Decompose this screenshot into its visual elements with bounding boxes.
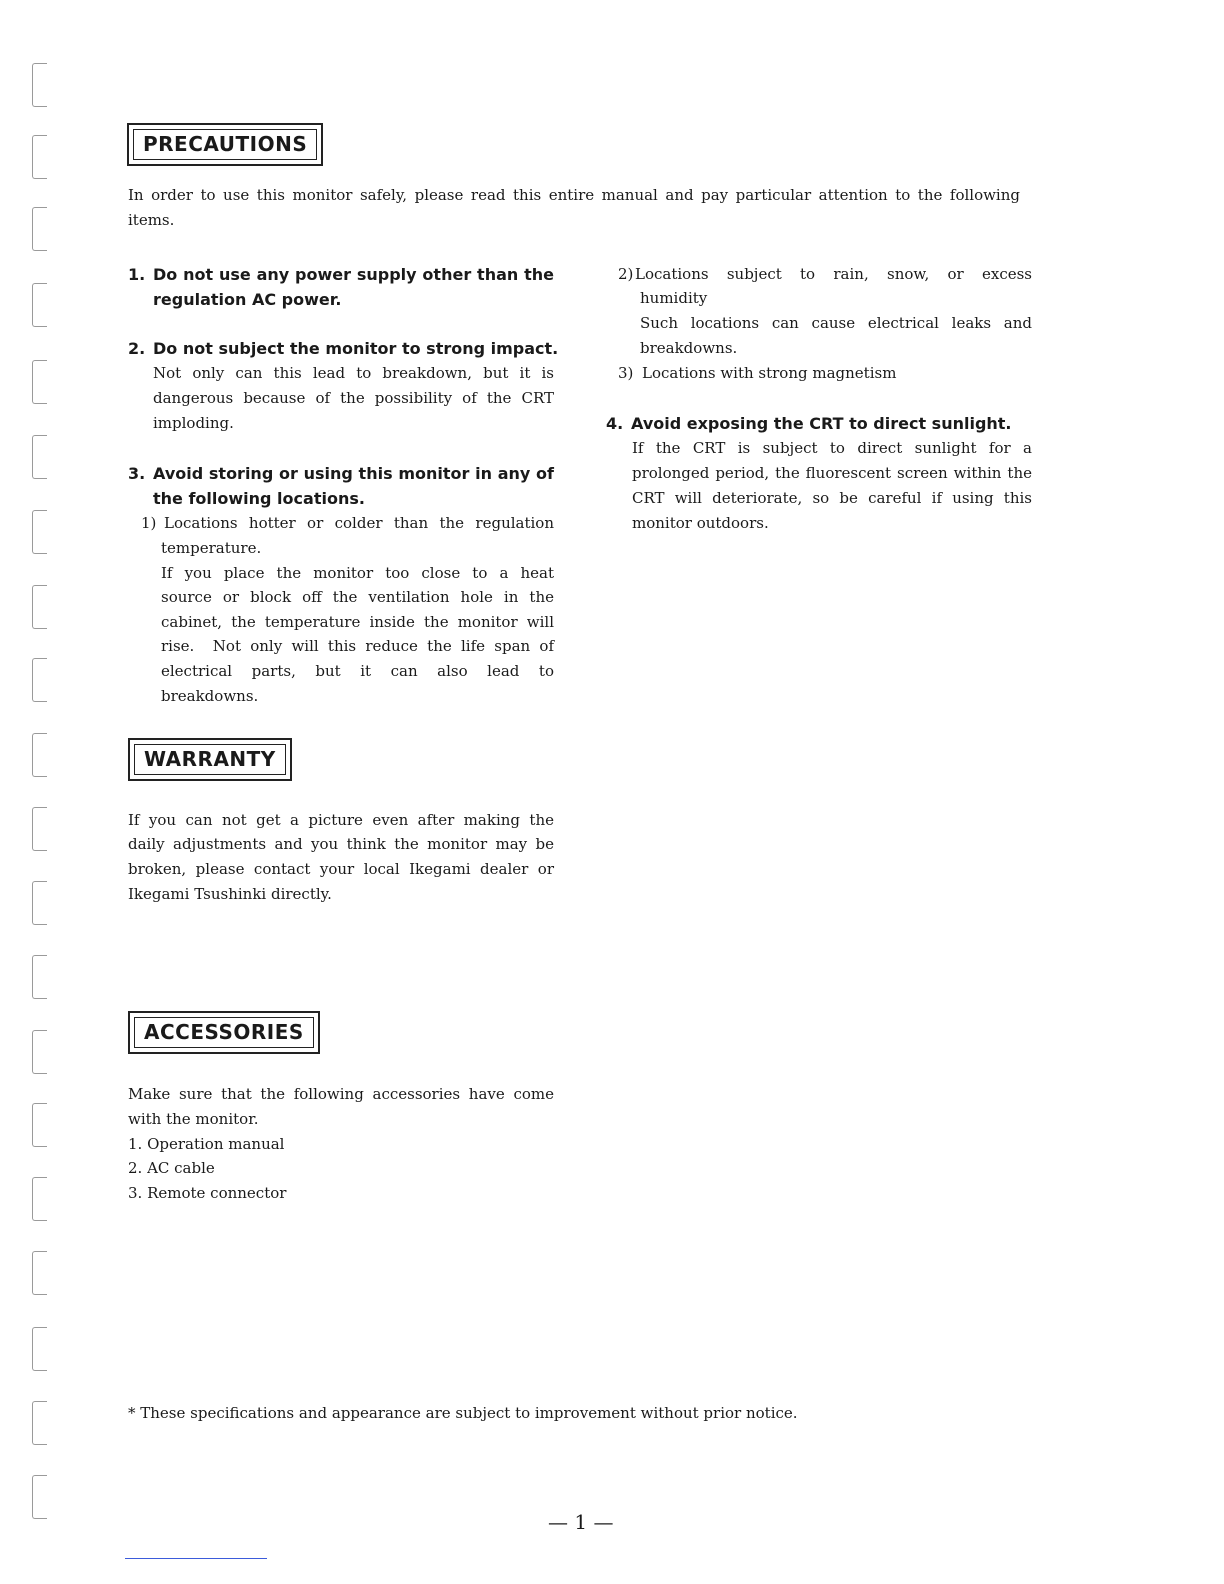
accessories-heading-box bbox=[128, 1011, 320, 1054]
binding-hole bbox=[32, 360, 47, 404]
warranty-body-line4: Ikegami Tsushinki directly. bbox=[128, 885, 332, 903]
warranty-body-line3: broken, please contact your local Ikegami dealer or bbox=[128, 860, 554, 878]
item4-body-line4: monitor outdoors. bbox=[632, 514, 769, 532]
warranty-body-line2: daily adjustments and you think the monitor may be bbox=[128, 835, 554, 853]
bottom-rule bbox=[125, 1558, 267, 1559]
binding-hole bbox=[32, 1177, 47, 1221]
binding-hole bbox=[32, 207, 47, 251]
item3-sub1-body-line2: source or block off the ventilation hole in the bbox=[161, 588, 554, 606]
binding-hole bbox=[32, 63, 47, 107]
binding-hole bbox=[32, 435, 47, 479]
item3-sub1-title-line2: temperature. bbox=[161, 539, 262, 557]
binding-hole bbox=[32, 1030, 47, 1074]
precautions-intro-line1: In order to use this monitor safely, please read this entire manual and pay particular attention to the following bbox=[128, 186, 1020, 204]
binding-holes bbox=[28, 55, 56, 1535]
item2-title: Do not subject the monitor to strong impact. bbox=[153, 339, 559, 358]
item3-title-line1: Avoid storing or using this monitor in any of bbox=[153, 464, 554, 483]
binding-hole bbox=[32, 1327, 47, 1371]
warranty-heading-box bbox=[128, 738, 292, 781]
item3-sub1-body-line5: electrical parts, but it can also lead to bbox=[161, 662, 554, 680]
item3-sub1-body-line6: breakdowns. bbox=[161, 687, 259, 705]
binding-hole bbox=[32, 658, 47, 702]
accessories-heading: ACCESSORIES bbox=[134, 1017, 314, 1048]
page-number: — 1 — bbox=[548, 1510, 614, 1534]
binding-hole bbox=[32, 955, 47, 999]
precautions-intro-line2: items. bbox=[128, 211, 175, 229]
accessories-intro-line1: Make sure that the following accessories have come bbox=[128, 1085, 554, 1103]
item4-title: Avoid exposing the CRT to direct sunlight. bbox=[631, 414, 1012, 433]
item3-sub3-number: 3) bbox=[618, 364, 634, 382]
warranty-body-line1: If you can not get a picture even after making the bbox=[128, 811, 554, 829]
binding-hole bbox=[32, 881, 47, 925]
binding-hole bbox=[32, 733, 47, 777]
precautions-heading: PRECAUTIONS bbox=[133, 129, 317, 160]
binding-hole bbox=[32, 135, 47, 179]
item1-title-line2: regulation AC power. bbox=[153, 290, 342, 309]
accessories-item: 2. AC cable bbox=[128, 1159, 215, 1177]
item3-sub1-title-line1: Locations hotter or colder than the regulation bbox=[164, 514, 554, 532]
item4-body-line1: If the CRT is subject to direct sunlight for a bbox=[632, 439, 1032, 457]
item3-sub2-title-line1: Locations subject to rain, snow, or excess bbox=[635, 265, 1032, 283]
item3-sub3-title: Locations with strong magnetism bbox=[642, 364, 897, 382]
item4-number: 4. bbox=[606, 414, 624, 433]
accessories-intro-line2: with the monitor. bbox=[128, 1110, 259, 1128]
item2-body-line2: dangerous because of the possibility of the CRT bbox=[153, 389, 554, 407]
item3-sub2-number: 2) bbox=[618, 265, 634, 283]
binding-hole bbox=[32, 807, 47, 851]
item3-sub1-body-line4: rise. Not only will this reduce the life span of bbox=[161, 637, 554, 655]
binding-hole bbox=[32, 585, 47, 629]
footnote: * These specifications and appearance are subject to improvement without prior notice. bbox=[128, 1404, 798, 1422]
item3-sub1-body-line3: cabinet, the temperature inside the monitor will bbox=[161, 613, 554, 631]
warranty-heading: WARRANTY bbox=[134, 744, 286, 775]
item3-title-line2: the following locations. bbox=[153, 489, 365, 508]
item4-body-line3: CRT will deteriorate, so be careful if using this bbox=[632, 489, 1032, 507]
item3-sub2-body-line1: Such locations can cause electrical leaks and bbox=[640, 314, 1032, 332]
item1-number: 1. bbox=[128, 265, 146, 284]
precautions-heading-box bbox=[127, 123, 323, 166]
item3-sub1-number: 1) bbox=[141, 514, 157, 532]
item3-sub1-body-line1: If you place the monitor too close to a heat bbox=[161, 564, 554, 582]
item1-title-line1: Do not use any power supply other than the bbox=[153, 265, 554, 284]
item3-number: 3. bbox=[128, 464, 146, 483]
binding-hole bbox=[32, 1251, 47, 1295]
binding-hole bbox=[32, 1401, 47, 1445]
item3-sub2-title-line2: humidity bbox=[640, 289, 708, 307]
binding-hole bbox=[32, 1103, 47, 1147]
binding-hole bbox=[32, 510, 47, 554]
item4-body-line2: prolonged period, the fluorescent screen within the bbox=[632, 464, 1032, 482]
binding-hole bbox=[32, 1475, 47, 1519]
accessories-item: 3. Remote connector bbox=[128, 1184, 287, 1202]
binding-hole bbox=[32, 283, 47, 327]
item3-sub2-body-line2: breakdowns. bbox=[640, 339, 738, 357]
item2-body-line3: imploding. bbox=[153, 414, 234, 432]
item2-body-line1: Not only can this lead to breakdown, but it is bbox=[153, 364, 554, 382]
item2-number: 2. bbox=[128, 339, 146, 358]
accessories-item: 1. Operation manual bbox=[128, 1135, 285, 1153]
